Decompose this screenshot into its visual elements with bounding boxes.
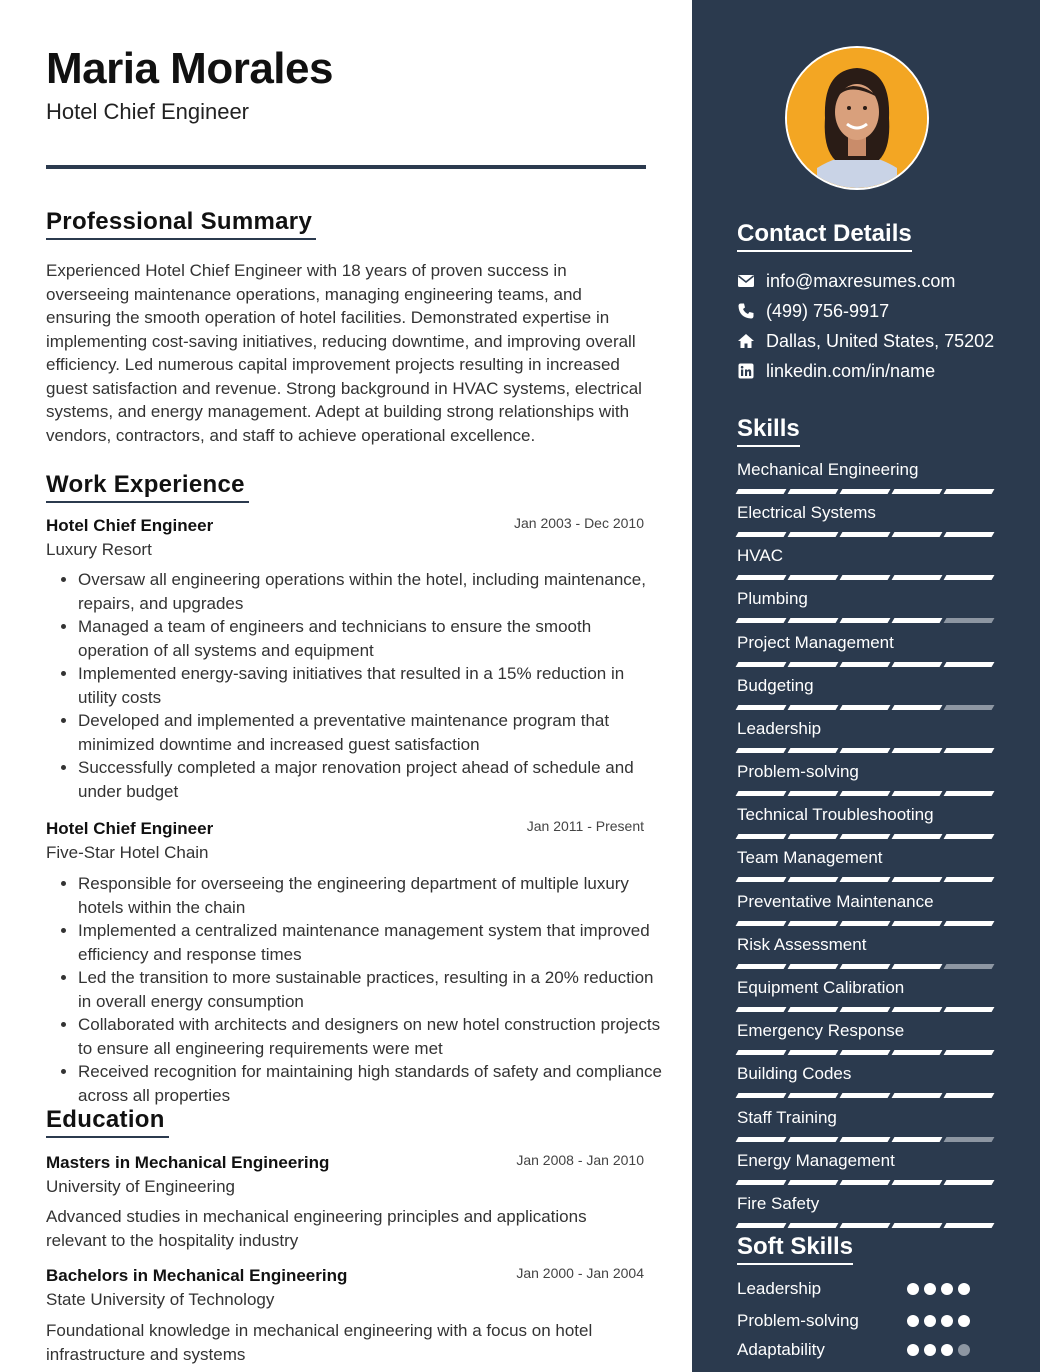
skill-level-segment bbox=[736, 791, 787, 796]
skill-level-bar bbox=[737, 791, 997, 796]
skill-level-segment bbox=[892, 575, 943, 580]
skill-level-segment bbox=[840, 662, 891, 667]
skill-level-segment bbox=[892, 532, 943, 537]
skill-level-bar bbox=[737, 1007, 997, 1012]
rating-dot bbox=[924, 1344, 936, 1356]
skill-level-segment bbox=[736, 1223, 787, 1228]
header-divider bbox=[46, 165, 646, 169]
skill-level-segment bbox=[892, 705, 943, 710]
skill-level-segment bbox=[788, 748, 839, 753]
rating-dot bbox=[924, 1283, 936, 1295]
skill-item bbox=[737, 675, 997, 710]
skill-level-segment bbox=[944, 1050, 995, 1055]
job-title: Hotel Chief Engineer bbox=[46, 819, 214, 838]
skill-level-segment bbox=[944, 834, 995, 839]
skill-level-segment bbox=[840, 748, 891, 753]
job-bullet: • Responsible for overseeing the engineering department of multiple luxury hotels within the chain bbox=[78, 872, 664, 919]
skill-name: Risk Assessment bbox=[737, 935, 867, 954]
soft-skill-item bbox=[737, 1278, 1027, 1300]
skill-level-segment bbox=[736, 1050, 787, 1055]
skill-level-segment bbox=[840, 1180, 891, 1185]
skill-level-segment bbox=[788, 791, 839, 796]
skill-level-segment bbox=[840, 921, 891, 926]
rating-dot bbox=[941, 1315, 953, 1327]
home-icon bbox=[737, 332, 755, 350]
skills-heading: Skills bbox=[737, 415, 800, 447]
skill-name: Plumbing bbox=[737, 589, 808, 608]
skill-name: Problem-solving bbox=[737, 762, 859, 781]
job-bullet: • Received recognition for maintaining high standards of safety and compliance across all properties bbox=[78, 1060, 664, 1107]
skill-name: HVAC bbox=[737, 546, 783, 565]
rating-dot bbox=[958, 1283, 970, 1295]
skill-name: Preventative Maintenance bbox=[737, 892, 934, 911]
skill-level-segment bbox=[736, 1137, 787, 1142]
skill-level-segment bbox=[892, 1137, 943, 1142]
skill-level-segment bbox=[788, 1093, 839, 1098]
avatar-portrait-icon bbox=[787, 48, 927, 188]
soft-skill-rating bbox=[907, 1344, 970, 1356]
skill-level-segment bbox=[944, 1093, 995, 1098]
contact-heading: Contact Details bbox=[737, 220, 912, 252]
summary-text: Experienced Hotel Chief Engineer with 18 years of proven success in overseeing maintenance operations, managing engineering teams, and ensuring the smooth operation of hotel facilities. Demonstrated expertise in implementing cost-saving initiatives, reducing downtime, and improving overall efficiency. Led numerous capital improvement projects resulting in increased guest satisfaction and revenue. Strong background in HVAC systems, electrical systems, and energy management. Adept at building strong relationships with vendors, contractors, and staff to achieve operational excellence. bbox=[46, 261, 642, 445]
candidate-name: Maria Morales bbox=[46, 44, 333, 93]
skill-item bbox=[737, 1150, 997, 1185]
skill-level-segment bbox=[736, 705, 787, 710]
skill-level-segment bbox=[788, 532, 839, 537]
skill-level-bar bbox=[737, 877, 997, 882]
skill-level-segment bbox=[736, 575, 787, 580]
skill-item bbox=[737, 1020, 997, 1055]
skill-name: Staff Training bbox=[737, 1108, 837, 1127]
soft-skill-name: Problem-solving bbox=[737, 1311, 859, 1330]
skill-level-segment bbox=[840, 1050, 891, 1055]
skill-level-bar bbox=[737, 1050, 997, 1055]
rating-dot bbox=[907, 1344, 919, 1356]
skill-level-segment bbox=[892, 662, 943, 667]
skill-level-segment bbox=[788, 834, 839, 839]
skill-level-segment bbox=[736, 964, 787, 969]
job-bullet: • Led the transition to more sustainable practices, resulting in a 20% reduction in overall energy consumption bbox=[78, 966, 664, 1013]
skill-level-segment bbox=[892, 834, 943, 839]
job-company: Five-Star Hotel Chain bbox=[46, 843, 209, 862]
skill-level-bar bbox=[737, 575, 997, 580]
skill-level-segment bbox=[944, 1007, 995, 1012]
summary-heading: Professional Summary bbox=[46, 208, 316, 240]
contact-address-text: Dallas, United States, 75202 bbox=[766, 330, 995, 351]
skill-level-segment bbox=[944, 748, 995, 753]
skill-level-bar bbox=[737, 705, 997, 710]
skill-level-segment bbox=[840, 1093, 891, 1098]
linkedin-icon bbox=[737, 362, 755, 380]
skill-level-segment bbox=[840, 1137, 891, 1142]
skill-level-bar bbox=[737, 834, 997, 839]
skill-level-bar bbox=[737, 748, 997, 753]
skill-level-segment bbox=[892, 964, 943, 969]
contact-email[interactable] bbox=[737, 269, 1027, 293]
skill-name: Team Management bbox=[737, 848, 883, 867]
job-bullets bbox=[60, 568, 664, 803]
skill-level-segment bbox=[788, 1223, 839, 1228]
rating-dot bbox=[924, 1315, 936, 1327]
skill-level-segment bbox=[892, 1180, 943, 1185]
skill-level-segment bbox=[892, 1050, 943, 1055]
skill-item bbox=[737, 1193, 997, 1228]
skill-item bbox=[737, 588, 997, 623]
skill-item bbox=[737, 1063, 997, 1098]
envelope-icon bbox=[737, 272, 755, 290]
rating-dot bbox=[941, 1283, 953, 1295]
skill-level-segment bbox=[736, 489, 787, 494]
skill-level-segment bbox=[736, 662, 787, 667]
soft-skill-item bbox=[737, 1310, 1027, 1332]
skill-level-bar bbox=[737, 1137, 997, 1142]
skill-level-segment bbox=[944, 662, 995, 667]
education-date: Jan 2008 - Jan 2010 bbox=[516, 1152, 644, 1168]
skill-level-segment bbox=[736, 532, 787, 537]
skill-item bbox=[737, 632, 997, 667]
soft-skill-rating bbox=[907, 1283, 970, 1295]
skill-level-segment bbox=[944, 791, 995, 796]
skill-item bbox=[737, 847, 997, 882]
skill-item bbox=[737, 804, 997, 839]
soft-skill-name: Leadership bbox=[737, 1279, 822, 1298]
skill-level-segment bbox=[788, 705, 839, 710]
skill-level-segment bbox=[892, 1007, 943, 1012]
skill-level-segment bbox=[736, 877, 787, 882]
rating-dot bbox=[907, 1283, 919, 1295]
skill-level-segment bbox=[840, 1007, 891, 1012]
skill-level-bar bbox=[737, 1093, 997, 1098]
rating-dot bbox=[907, 1315, 919, 1327]
job-bullets bbox=[60, 872, 664, 1107]
avatar bbox=[785, 46, 929, 190]
skill-level-segment bbox=[788, 489, 839, 494]
phone-icon bbox=[737, 302, 755, 320]
rating-dot bbox=[958, 1315, 970, 1327]
skill-level-segment bbox=[736, 1093, 787, 1098]
skill-level-segment bbox=[892, 618, 943, 623]
skill-name: Fire Safety bbox=[737, 1194, 820, 1213]
contact-email-text: info@maxresumes.com bbox=[766, 270, 956, 291]
job-bullet: • Implemented a centralized maintenance management system that improved efficiency and response times bbox=[78, 919, 664, 966]
skill-level-segment bbox=[944, 921, 995, 926]
skill-level-segment bbox=[788, 662, 839, 667]
job-bullet: • Oversaw all engineering operations within the hotel, including maintenance, repairs, and upgrades bbox=[78, 568, 664, 615]
sidebar bbox=[692, 0, 1040, 1372]
skill-level-bar bbox=[737, 489, 997, 494]
skill-level-segment bbox=[840, 705, 891, 710]
skill-level-segment bbox=[788, 1050, 839, 1055]
education-date: Jan 2000 - Jan 2004 bbox=[516, 1265, 644, 1281]
education-degree: Masters in Mechanical Engineering bbox=[46, 1153, 330, 1172]
contact-linkedin[interactable] bbox=[737, 359, 1027, 383]
skill-level-segment bbox=[840, 877, 891, 882]
skill-level-segment bbox=[944, 1137, 995, 1142]
skill-name: Technical Troubleshooting bbox=[737, 805, 934, 824]
skill-name: Mechanical Engineering bbox=[737, 460, 919, 479]
skill-level-segment bbox=[892, 489, 943, 494]
skill-level-segment bbox=[736, 921, 787, 926]
skill-level-segment bbox=[944, 964, 995, 969]
soft-skill-item bbox=[737, 1339, 1027, 1361]
skill-level-segment bbox=[892, 877, 943, 882]
skill-level-segment bbox=[736, 618, 787, 623]
skill-level-segment bbox=[840, 964, 891, 969]
skill-name: Leadership bbox=[737, 719, 822, 738]
skill-level-segment bbox=[944, 618, 995, 623]
skill-level-segment bbox=[840, 575, 891, 580]
skill-level-segment bbox=[736, 748, 787, 753]
job-date: Jan 2003 - Dec 2010 bbox=[514, 515, 644, 531]
skill-level-segment bbox=[736, 834, 787, 839]
skill-item bbox=[737, 502, 997, 537]
skill-level-bar bbox=[737, 618, 997, 623]
skill-level-bar bbox=[737, 921, 997, 926]
skill-name: Building Codes bbox=[737, 1064, 852, 1083]
skill-item bbox=[737, 545, 997, 580]
skill-level-segment bbox=[840, 532, 891, 537]
job-title: Hotel Chief Engineer bbox=[46, 516, 214, 535]
skill-level-segment bbox=[840, 791, 891, 796]
education-degree: Bachelors in Mechanical Engineering bbox=[46, 1266, 348, 1285]
skill-level-segment bbox=[840, 489, 891, 494]
skill-item bbox=[737, 977, 997, 1012]
skill-level-segment bbox=[944, 575, 995, 580]
skill-level-segment bbox=[892, 791, 943, 796]
contact-address bbox=[737, 329, 1027, 353]
contact-phone-text: (499) 756-9917 bbox=[766, 300, 890, 321]
education-school: University of Engineering bbox=[46, 1177, 235, 1196]
skill-item bbox=[737, 459, 997, 494]
skill-level-segment bbox=[736, 1180, 787, 1185]
skill-item bbox=[737, 1107, 997, 1142]
skill-item bbox=[737, 718, 997, 753]
rating-dot bbox=[941, 1344, 953, 1356]
education-school: State University of Technology bbox=[46, 1290, 275, 1309]
skill-name: Equipment Calibration bbox=[737, 978, 905, 997]
soft-skill-name: Adaptability bbox=[737, 1340, 825, 1359]
rating-dot bbox=[958, 1344, 970, 1356]
contact-phone[interactable] bbox=[737, 299, 1027, 323]
skill-level-segment bbox=[944, 489, 995, 494]
skill-level-segment bbox=[788, 1180, 839, 1185]
skill-level-segment bbox=[788, 1137, 839, 1142]
skill-level-segment bbox=[840, 834, 891, 839]
skill-level-segment bbox=[892, 921, 943, 926]
skill-level-segment bbox=[944, 877, 995, 882]
education-description: Advanced studies in mechanical engineering principles and applications relevant to the hospitality industry bbox=[46, 1207, 587, 1250]
skill-level-segment bbox=[944, 1223, 995, 1228]
skill-level-segment bbox=[788, 575, 839, 580]
skill-level-segment bbox=[788, 877, 839, 882]
skill-name: Energy Management bbox=[737, 1151, 895, 1170]
skill-level-bar bbox=[737, 532, 997, 537]
education-heading: Education bbox=[46, 1106, 169, 1138]
skill-level-segment bbox=[736, 1007, 787, 1012]
job-bullet: • Successfully completed a major renovation project ahead of schedule and under budget bbox=[78, 756, 664, 803]
soft-skills-heading: Soft Skills bbox=[737, 1233, 853, 1265]
skill-level-segment bbox=[840, 1223, 891, 1228]
skill-level-bar bbox=[737, 964, 997, 969]
skill-name: Electrical Systems bbox=[737, 503, 876, 522]
skill-level-segment bbox=[944, 532, 995, 537]
skill-level-segment bbox=[944, 705, 995, 710]
job-bullet: • Collaborated with architects and designers on new hotel construction projects to ensure all engineering requirements were met bbox=[78, 1013, 664, 1060]
education-description: Foundational knowledge in mechanical engineering with a focus on hotel infrastructure and systems bbox=[46, 1321, 593, 1364]
skill-level-segment bbox=[840, 618, 891, 623]
skill-name: Emergency Response bbox=[737, 1021, 905, 1040]
skill-level-segment bbox=[788, 921, 839, 926]
skill-level-segment bbox=[892, 748, 943, 753]
job-bullet: • Managed a team of engineers and technicians to ensure the smooth operation of all systems and equipment bbox=[78, 615, 664, 662]
skill-level-bar bbox=[737, 662, 997, 667]
skill-name: Project Management bbox=[737, 633, 894, 652]
job-company: Luxury Resort bbox=[46, 540, 152, 559]
skill-level-segment bbox=[892, 1223, 943, 1228]
skill-level-segment bbox=[944, 1180, 995, 1185]
soft-skill-rating bbox=[907, 1315, 970, 1327]
skill-item bbox=[737, 934, 997, 969]
job-bullet: • Developed and implemented a preventative maintenance program that minimized downtime and increased guest satisfaction bbox=[78, 709, 664, 756]
experience-heading: Work Experience bbox=[46, 471, 249, 503]
job-bullet: • Implemented energy-saving initiatives that resulted in a 15% reduction in utility costs bbox=[78, 662, 664, 709]
skill-level-segment bbox=[788, 1007, 839, 1012]
job-date: Jan 2011 - Present bbox=[526, 818, 644, 834]
skill-level-bar bbox=[737, 1180, 997, 1185]
skill-name: Budgeting bbox=[737, 676, 814, 695]
skill-level-bar bbox=[737, 1223, 997, 1228]
skill-level-segment bbox=[788, 964, 839, 969]
skill-level-segment bbox=[892, 1093, 943, 1098]
skill-level-segment bbox=[788, 618, 839, 623]
contact-linkedin-text: linkedin.com/in/name bbox=[766, 360, 936, 381]
skill-item bbox=[737, 891, 997, 926]
candidate-title: Hotel Chief Engineer bbox=[46, 99, 250, 124]
skill-item bbox=[737, 761, 997, 796]
